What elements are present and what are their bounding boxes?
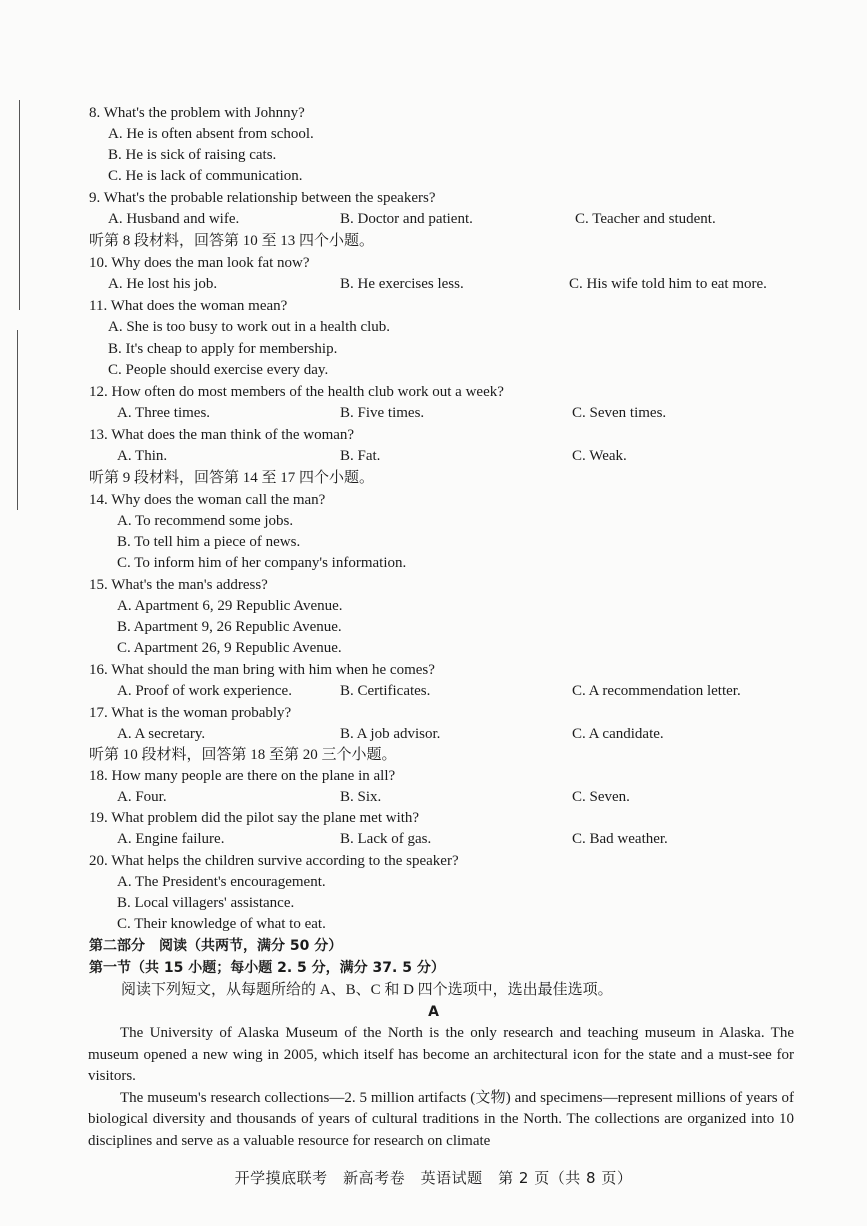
options-row-17 bbox=[0, 724, 867, 745]
option-11c: C. People should exercise every day. bbox=[108, 362, 329, 378]
instruction-material-9: 听第 9 段材料，回答第 14 至 17 四个小题。 bbox=[89, 470, 375, 486]
options-row-13 bbox=[0, 446, 867, 467]
question-20: 20. What helps the children survive according to the speaker? bbox=[89, 853, 459, 869]
option-12a: A. Three times. bbox=[117, 405, 211, 421]
option-20a: A. The President's encouragement. bbox=[117, 874, 326, 890]
options-row-10 bbox=[0, 274, 867, 295]
options-row-9 bbox=[0, 209, 867, 230]
options-row-18 bbox=[0, 787, 867, 808]
option-8a: A. He is often absent from school. bbox=[108, 126, 314, 142]
question-17: 17. What is the woman probably? bbox=[89, 705, 292, 721]
reading-direction: 阅读下列短文，从每题所给的 A、B、C 和 D 四个选项中，选出最佳选项。 bbox=[121, 982, 613, 998]
passage-paragraph-2: The museum's research collections—2. 5 million artifacts (文物) and specimens—represent millions of years of biological diversity and thousands of years of cultural traditions in the North. The collections are organized into 10 disciplines and serve as a valuable resource for research on climate bbox=[88, 1089, 794, 1149]
option-15c: C. Apartment 26, 9 Republic Avenue. bbox=[117, 640, 342, 656]
option-19a: A. Engine failure. bbox=[117, 831, 225, 847]
page-footer: 开学摸底联考 新高考卷 英语试题 第 2 页（共 8 页） bbox=[234, 1169, 633, 1187]
option-16b: B. Certificates. bbox=[340, 683, 431, 699]
question-9: 9. What's the probable relationship between the speakers? bbox=[89, 190, 436, 206]
option-18b: B. Six. bbox=[340, 789, 382, 805]
question-13: 13. What does the man think of the woman? bbox=[89, 427, 355, 443]
option-16c: C. A recommendation letter. bbox=[572, 683, 741, 699]
option-10b: B. He exercises less. bbox=[340, 276, 464, 292]
option-20b: B. Local villagers' assistance. bbox=[117, 895, 295, 911]
question-15: 15. What's the man's address? bbox=[89, 577, 268, 593]
option-12c: C. Seven times. bbox=[572, 405, 667, 421]
option-11a: A. She is too busy to work out in a health club. bbox=[108, 319, 391, 335]
option-16a: A. Proof of work experience. bbox=[117, 683, 292, 699]
option-11b: B. It's cheap to apply for membership. bbox=[108, 341, 338, 357]
options-row-19 bbox=[0, 829, 867, 850]
option-20c: C. Their knowledge of what to eat. bbox=[117, 916, 326, 932]
part2-title: 第二部分 阅读（共两节，满分 50 分） bbox=[89, 938, 343, 954]
instruction-material-10: 听第 10 段材料，回答第 18 至第 20 三个小题。 bbox=[89, 747, 397, 763]
option-14a: A. To recommend some jobs. bbox=[117, 513, 294, 529]
option-15b: B. Apartment 9, 26 Republic Avenue. bbox=[117, 619, 342, 635]
option-18a: A. Four. bbox=[117, 789, 167, 805]
option-14c: C. To inform him of her company's information. bbox=[117, 555, 407, 571]
option-9a: A. Husband and wife. bbox=[108, 211, 240, 227]
question-14: 14. Why does the woman call the man? bbox=[89, 492, 326, 508]
question-8: 8. What's the problem with Johnny? bbox=[89, 105, 305, 121]
passage-a bbox=[88, 1023, 794, 1152]
passage-label: A bbox=[428, 1004, 439, 1020]
option-17a: A. A secretary. bbox=[117, 726, 206, 742]
option-17c: C. A candidate. bbox=[572, 726, 664, 742]
question-18: 18. How many people are there on the plane in all? bbox=[89, 768, 396, 784]
option-19b: B. Lack of gas. bbox=[340, 831, 432, 847]
option-14b: B. To tell him a piece of news. bbox=[117, 534, 301, 550]
option-13c: C. Weak. bbox=[572, 448, 627, 464]
option-9c: C. Teacher and student. bbox=[575, 211, 716, 227]
option-15a: A. Apartment 6, 29 Republic Avenue. bbox=[117, 598, 343, 614]
section1-title: 第一节（共 15 小题；每小题 2. 5 分，满分 37. 5 分） bbox=[89, 960, 445, 976]
instruction-material-8: 听第 8 段材料，回答第 10 至 13 四个小题。 bbox=[89, 233, 375, 249]
options-row-12 bbox=[0, 403, 867, 424]
option-8b: B. He is sick of raising cats. bbox=[108, 147, 277, 163]
option-9b: B. Doctor and patient. bbox=[340, 211, 473, 227]
passage-paragraph-1: The University of Alaska Museum of the North is the only research and teaching museum in Alaska. The museum opened a new wing in 2005, which itself has become an architectural icon for the state and a must-see for visitors. bbox=[88, 1025, 794, 1084]
option-13a: A. Thin. bbox=[117, 448, 168, 464]
option-18c: C. Seven. bbox=[572, 789, 630, 805]
option-13b: B. Fat. bbox=[340, 448, 381, 464]
option-12b: B. Five times. bbox=[340, 405, 425, 421]
question-10: 10. Why does the man look fat now? bbox=[89, 255, 310, 271]
option-10a: A. He lost his job. bbox=[108, 276, 218, 292]
option-8c: C. He is lack of communication. bbox=[108, 168, 303, 184]
option-17b: B. A job advisor. bbox=[340, 726, 441, 742]
question-19: 19. What problem did the pilot say the plane met with? bbox=[89, 810, 420, 826]
options-row-16 bbox=[0, 681, 867, 702]
question-16: 16. What should the man bring with him when he comes? bbox=[89, 662, 435, 678]
option-10c: C. His wife told him to eat more. bbox=[569, 276, 767, 292]
question-11: 11. What does the woman mean? bbox=[89, 298, 288, 314]
question-12: 12. How often do most members of the health club work out a week? bbox=[89, 384, 504, 400]
option-19c: C. Bad weather. bbox=[572, 831, 668, 847]
